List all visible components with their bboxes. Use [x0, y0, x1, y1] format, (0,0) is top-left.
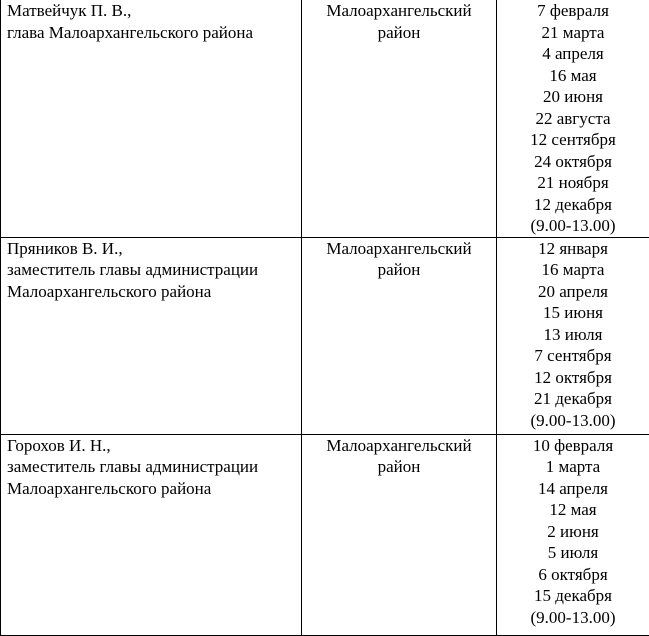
official-position: заместитель главы администрации: [7, 259, 301, 281]
date-item: 12 мая: [497, 499, 649, 521]
date-item: 2 июня: [497, 521, 649, 543]
reception-time: (9.00-13.00): [497, 410, 649, 432]
official-position: Малоархангельского района: [7, 281, 301, 303]
date-item: 16 мая: [497, 65, 649, 87]
official-position: Малоархангельского района: [7, 478, 301, 500]
table-row: [1, 0, 649, 237]
date-item: 7 февраля: [497, 0, 649, 22]
date-item: 7 сентября: [497, 345, 649, 367]
district-name: Малоархангельский: [302, 0, 496, 22]
date-item: 5 июля: [497, 542, 649, 564]
dates-cell: [497, 434, 649, 635]
district-cell: [302, 0, 497, 237]
date-item: 1 марта: [497, 456, 649, 478]
dates-cell: [497, 0, 649, 237]
date-item: 20 апреля: [497, 281, 649, 303]
official-cell: [1, 434, 302, 635]
official-name: Пряников В. И.,: [7, 238, 301, 260]
district-suffix: район: [302, 259, 496, 281]
date-item: 21 декабря: [497, 388, 649, 410]
date-item: 15 декабря: [497, 585, 649, 607]
date-item: 12 января: [497, 238, 649, 260]
official-position: заместитель главы администрации: [7, 456, 301, 478]
date-item: 12 октября: [497, 367, 649, 389]
date-item: 12 декабря: [497, 194, 649, 216]
date-item: 4 апреля: [497, 43, 649, 65]
table-row: [1, 237, 649, 434]
date-item: 22 августа: [497, 108, 649, 130]
district-name: Малоархангельский: [302, 435, 496, 457]
reception-time: (9.00-13.00): [497, 607, 649, 629]
date-item: 21 марта: [497, 22, 649, 44]
date-item: 16 марта: [497, 259, 649, 281]
official-name: Горохов И. Н.,: [7, 435, 301, 457]
date-item: 14 апреля: [497, 478, 649, 500]
district-suffix: район: [302, 22, 496, 44]
date-item: 12 сентября: [497, 129, 649, 151]
date-item: 13 июля: [497, 324, 649, 346]
official-cell: [1, 237, 302, 434]
district-suffix: район: [302, 456, 496, 478]
dates-cell: [497, 237, 649, 434]
date-item: 15 июня: [497, 302, 649, 324]
date-item: 24 октября: [497, 151, 649, 173]
district-name: Малоархангельский: [302, 238, 496, 260]
district-cell: [302, 434, 497, 635]
date-item: 21 ноября: [497, 172, 649, 194]
reception-time: (9.00-13.00): [497, 215, 649, 237]
table-row: [1, 434, 649, 635]
official-name: Матвейчук П. В.,: [7, 0, 301, 22]
date-item: 10 февраля: [497, 435, 649, 457]
official-cell: [1, 0, 302, 237]
date-item: 20 июня: [497, 86, 649, 108]
date-item: 6 октября: [497, 564, 649, 586]
official-position: глава Малоархангельского района: [7, 22, 301, 44]
district-cell: [302, 237, 497, 434]
